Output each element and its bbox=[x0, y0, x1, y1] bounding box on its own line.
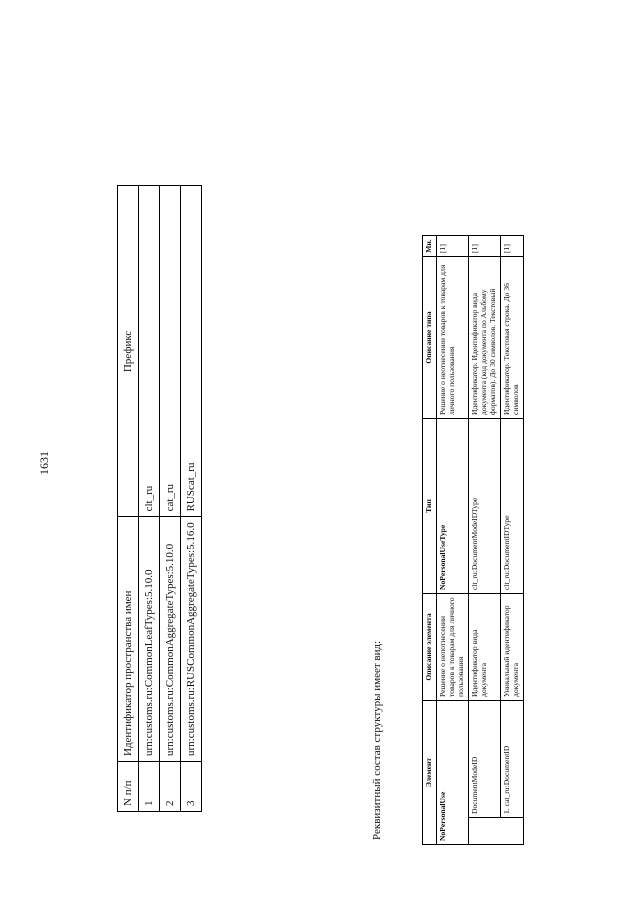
table-cell: [1] bbox=[500, 236, 523, 257]
table-cell: Идентификатор. Текстовая строка. До 36 символов bbox=[500, 257, 523, 419]
table-cell bbox=[500, 701, 523, 818]
table-cell: DocumentModeID bbox=[468, 701, 500, 818]
table-cell: RUScat_ru bbox=[181, 186, 202, 517]
header-cell: Элемент bbox=[423, 701, 437, 845]
table-cell: urn:customs.ru:RUSCommonAggregateTypes:5.16.0 bbox=[181, 517, 202, 762]
table-cell: NoPersonalUse bbox=[436, 701, 468, 845]
table-header-row bbox=[423, 236, 437, 845]
table-cell: Уникальный идентификатор документа bbox=[500, 594, 523, 701]
table-cell: NoPersonalUseType bbox=[436, 419, 468, 594]
header-cell: N п/п bbox=[118, 762, 139, 812]
row-number: 1. bbox=[501, 808, 511, 814]
page-number: 1631 bbox=[37, 451, 51, 475]
table-cell: [1] bbox=[468, 236, 500, 257]
element-name: cat_ru:DocumentID bbox=[501, 745, 511, 807]
table-row bbox=[160, 186, 181, 812]
table-header-row bbox=[118, 186, 139, 812]
header-cell: Описание элемента bbox=[423, 594, 437, 701]
table-row bbox=[436, 236, 468, 845]
structure-table bbox=[422, 235, 524, 845]
table-row bbox=[468, 236, 500, 845]
table-cell: 1 bbox=[139, 762, 160, 812]
table-cell: Решение о неотнесении товаров к товарам для личного пользования bbox=[436, 257, 468, 419]
table-cell: clt_ru bbox=[139, 186, 160, 517]
table-cell: clt_ru:DocumentModeIDType bbox=[468, 419, 500, 594]
table-cell: cat_ru bbox=[160, 186, 181, 517]
table-cell: urn:customs.ru:CommonAggregateTypes:5.10.0 bbox=[160, 517, 181, 762]
table-cell: 3 bbox=[181, 762, 202, 812]
table-cell-spacer bbox=[468, 818, 523, 845]
header-cell: Идентификатор пространства имен bbox=[118, 517, 139, 762]
table-row bbox=[139, 186, 160, 812]
table-cell: clt_ru:DocumentIDType bbox=[500, 419, 523, 594]
namespace-table bbox=[117, 185, 202, 812]
table-cell: urn:customs.ru:CommonLeafTypes:5.10.0 bbox=[139, 517, 160, 762]
header-cell: Описание типа bbox=[423, 257, 437, 419]
table-row bbox=[500, 236, 523, 845]
table-cell: Идентификатор. Идентификатор вида документа (код документа по Альбому форматов). До 30 символов. Текстовый bbox=[468, 257, 500, 419]
table-cell: [1] bbox=[436, 236, 468, 257]
table-cell: Идентификатор вида документа bbox=[468, 594, 500, 701]
table-cell: 2 bbox=[160, 762, 181, 812]
table-row bbox=[181, 186, 202, 812]
intro-text: Реквизитный состав структуры имеет вид: bbox=[371, 640, 383, 840]
table-cell: Решение о непотнесении товаров к товарам для личного пользования bbox=[436, 594, 468, 701]
header-cell: Тип bbox=[423, 419, 437, 594]
header-cell: Мн. bbox=[423, 236, 437, 257]
header-cell: Префикс bbox=[118, 186, 139, 517]
